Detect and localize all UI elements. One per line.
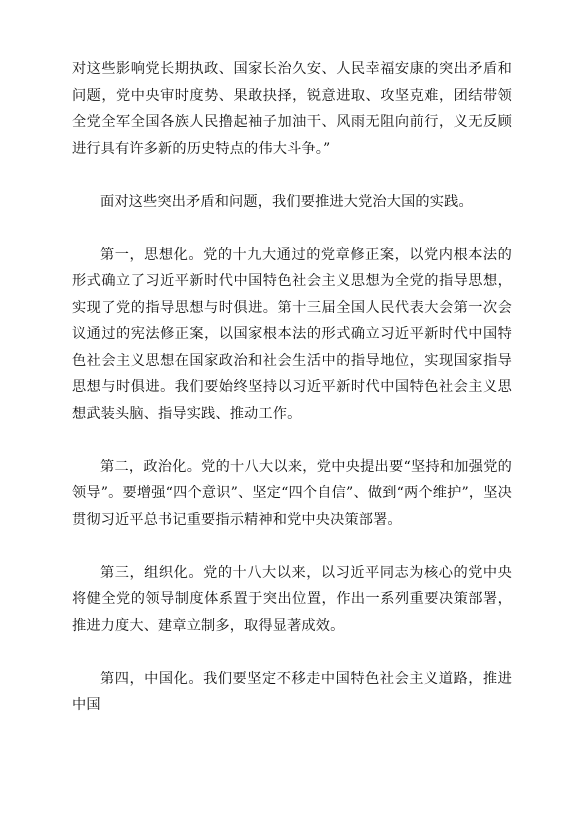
paragraph-continuation: 对这些影响党长期执政、国家长治久安、人民幸福安康的突出矛盾和问题，党中央审时度势、果敢抉择，锐意进取、攻坚克难，团结带领全党全军全国各族人民撸起袖子加油干、风雨无阻向前行，义无反顾进行具有许多新的历史特点的伟大斗争。”	[72, 61, 512, 157]
paragraph-intro: 面对这些突出矛盾和问题，我们要推进大党治大国的实践。	[100, 193, 473, 210]
paragraph-point-one: 第一，思想化。党的十九大通过的党章修正案，以党内根本法的形式确立了习近平新时代中国特色社会主义思想为全党的指导思想，实现了党的指导思想与时俱进。第十三届全国人民代表大会第一次会议通过的宪法修正案，以国家根本法的形式确立习近平新时代中国特色社会主义思想在国家政治和社会生活中的指导地位，实现国家指导思想与时俱进。我们要始终坚持以习近平新时代中国特色社会主义思想武装头脑、指导实践、推动工作。	[72, 246, 512, 422]
document-page	[72, 56, 512, 719]
paragraph-point-four: 第四，中国化。我们要坚定不移走中国特色社会主义道路，推进中国	[72, 670, 512, 713]
paragraph-point-two: 第二，政治化。党的十八大以来，党中央提出要“坚持和加强党的领导”。要增强“四个意识”、坚定“四个自信”、做到“两个维护”，坚决贯彻习近平总书记重要指示精神和党中央决策部署。	[72, 458, 512, 528]
paragraph-point-three: 第三，组织化。党的十八大以来，以习近平同志为核心的党中央将健全党的领导制度体系置于突出位置，作出一系列重要决策部署，推进力度大、建章立制多，取得显著成效。	[72, 564, 512, 634]
